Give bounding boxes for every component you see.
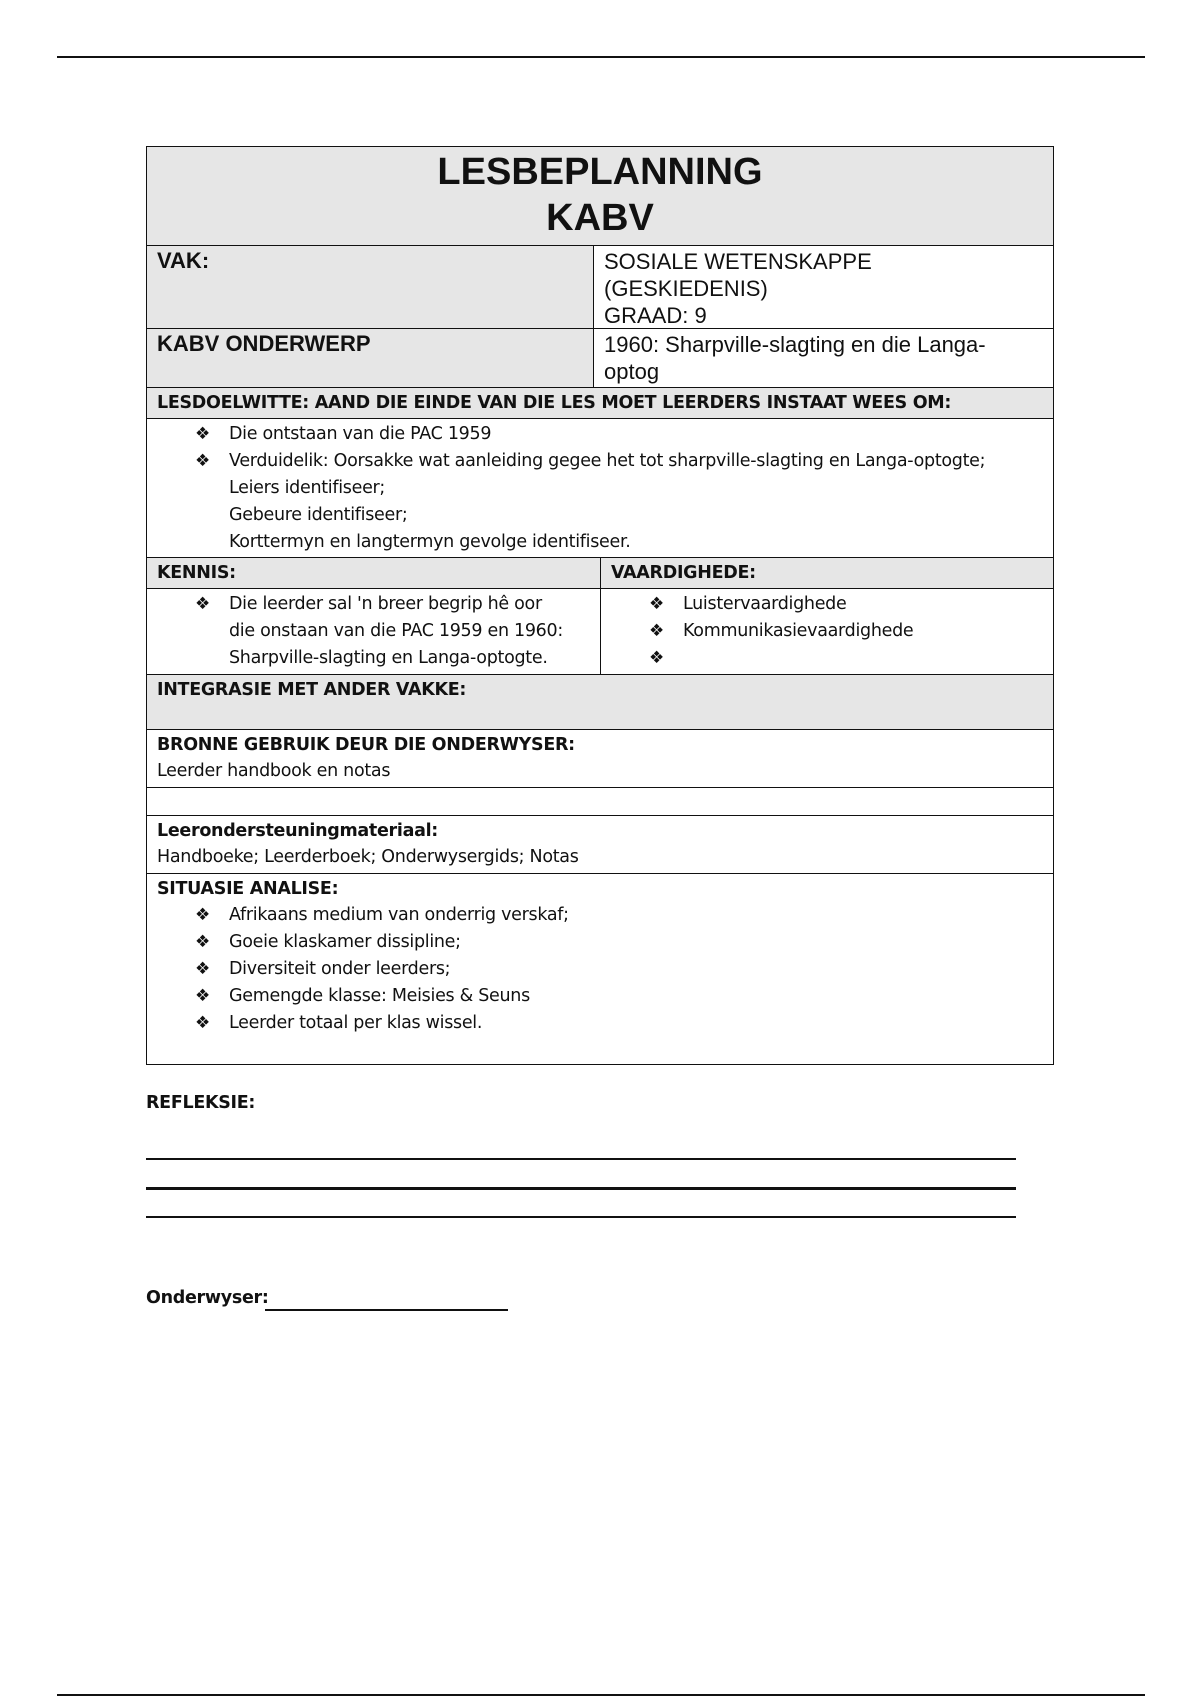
list-item (649, 645, 1043, 672)
kennis-label: KENNIS: (157, 563, 236, 583)
integrasie-label: INTEGRASIE MET ANDER VAKKE: (157, 680, 467, 700)
bullet-icon: ❖ (649, 594, 664, 614)
list-item (195, 1010, 1043, 1037)
refleksie-line-3 (146, 1216, 1016, 1218)
bullet-icon: ❖ (195, 451, 210, 471)
onderwyser-label: Onderwyser: (146, 1288, 269, 1308)
bullet-icon: ❖ (195, 959, 210, 979)
bullet-icon: ❖ (195, 986, 210, 1006)
situasie-label: SITUASIE ANALISE: (157, 879, 339, 899)
list-continuation: Korttermyn en langtermyn gevolge identifiseer. (229, 532, 631, 552)
list-item (195, 929, 1043, 956)
list-item (195, 591, 590, 672)
onderwerp-value (593, 329, 1053, 387)
refleksie-line-1 (146, 1158, 1016, 1160)
onderwerp-value-line-1: 1960: Sharpville-slagting en die Langa- (604, 332, 986, 357)
list-item (195, 448, 1043, 556)
list-item-text: Luistervaardighede (683, 594, 847, 614)
list-item-text: Kommunikasievaardighede (683, 621, 914, 641)
situasie-row (147, 874, 1053, 1064)
situasie-list (157, 902, 1043, 1037)
vak-value-line-1: SOSIALE WETENSKAPPE (604, 249, 872, 274)
top-rule (57, 56, 1145, 58)
list-item (195, 956, 1043, 983)
list-item-text: Die ontstaan van die PAC 1959 (229, 424, 492, 444)
bullet-icon: ❖ (195, 932, 210, 952)
kennis-list (157, 591, 590, 672)
bullet-icon: ❖ (195, 905, 210, 925)
empty-row (147, 788, 1053, 816)
list-item (649, 618, 1043, 645)
list-item-text: Afrikaans medium van onderrig verskaf; (229, 905, 569, 925)
title-row (147, 147, 1053, 246)
list-item (649, 591, 1043, 618)
onderwerp-value-line-2: optog (604, 359, 660, 384)
vaardighede-label: VAARDIGHEDE: (600, 558, 1053, 588)
refleksie-label: REFLEKSIE: (146, 1093, 256, 1113)
list-item-text: Goeie klaskamer dissipline; (229, 932, 461, 952)
title-line-1: LESBEPLANNING (437, 151, 763, 193)
list-item-text: Leerder totaal per klas wissel. (229, 1013, 483, 1033)
bullet-icon: ❖ (195, 1013, 210, 1033)
ondersteuning-value: Handboeke; Leerderboek; Onderwysergids; Notas (157, 847, 579, 867)
lesdoelwitte-body-row (147, 419, 1053, 558)
list-continuation: Gebeure identifiseer; (229, 505, 408, 525)
lesdoelwitte-header-row (147, 388, 1053, 419)
bullet-icon: ❖ (195, 424, 210, 444)
list-item-text: Diversiteit onder leerders; (229, 959, 451, 979)
list-continuation: die onstaan van die PAC 1959 en 1960: (229, 621, 563, 641)
lesdoelwitte-list (157, 421, 1043, 556)
bullet-icon: ❖ (195, 594, 210, 614)
kennis-vaardighede-header-row (147, 558, 1053, 589)
ondersteuning-cell (147, 816, 1053, 873)
bullet-icon: ❖ (649, 648, 664, 668)
list-item-text: Gemengde klasse: Meisies & Seuns (229, 986, 530, 1006)
lesson-plan-table (146, 146, 1054, 1065)
kennis-vaardighede-body-row (147, 589, 1053, 675)
list-continuation: Sharpville-slagting en Langa-optogte. (229, 648, 548, 668)
list-item-text: Verduidelik: Oorsakke wat aanleiding gegee het tot sharpville-slagting en Langa-optogte; (229, 451, 986, 471)
vak-value-line-3: GRAAD: 9 (604, 303, 707, 328)
title-line-2: KABV (546, 197, 654, 239)
vak-row (147, 246, 1053, 329)
bronne-label: BRONNE GEBRUIK DEUR DIE ONDERWYSER: (157, 735, 575, 755)
ondersteuning-label: Leerondersteuningmateriaal: (157, 821, 439, 841)
vak-value (593, 246, 1053, 328)
vak-label: VAK: (147, 246, 593, 328)
list-item-text: Die leerder sal 'n breer begrip hê oor (229, 594, 542, 614)
situasie-cell (147, 874, 1053, 1064)
vaardighede-list (611, 591, 1043, 672)
onderwyser-signature-line (265, 1309, 508, 1311)
empty-cell (147, 788, 1053, 815)
vaardighede-body (600, 589, 1053, 674)
onderwerp-label: KABV ONDERWERP (147, 329, 593, 387)
kennis-body (147, 589, 600, 674)
ondersteuning-row (147, 816, 1053, 874)
bullet-icon: ❖ (649, 621, 664, 641)
lesdoelwitte-label: LESDOELWITTE: AAND DIE EINDE VAN DIE LES MOET LEERDERS INSTAAT WEES OM: (157, 393, 952, 413)
lesdoelwitte-body (147, 419, 1053, 557)
refleksie-line-2 (146, 1187, 1016, 1190)
bronne-cell (147, 730, 1053, 787)
onderwerp-row (147, 329, 1053, 388)
list-continuation: Leiers identifiseer; (229, 478, 386, 498)
page-title (147, 147, 1053, 245)
vak-value-line-2: (GESKIEDENIS) (604, 276, 768, 301)
list-item (195, 421, 1043, 448)
bottom-rule (57, 1694, 1145, 1696)
bronne-value: Leerder handbook en notas (157, 761, 391, 781)
list-item (195, 902, 1043, 929)
list-item (195, 983, 1043, 1010)
bronne-row (147, 730, 1053, 788)
integrasie-row (147, 675, 1053, 730)
